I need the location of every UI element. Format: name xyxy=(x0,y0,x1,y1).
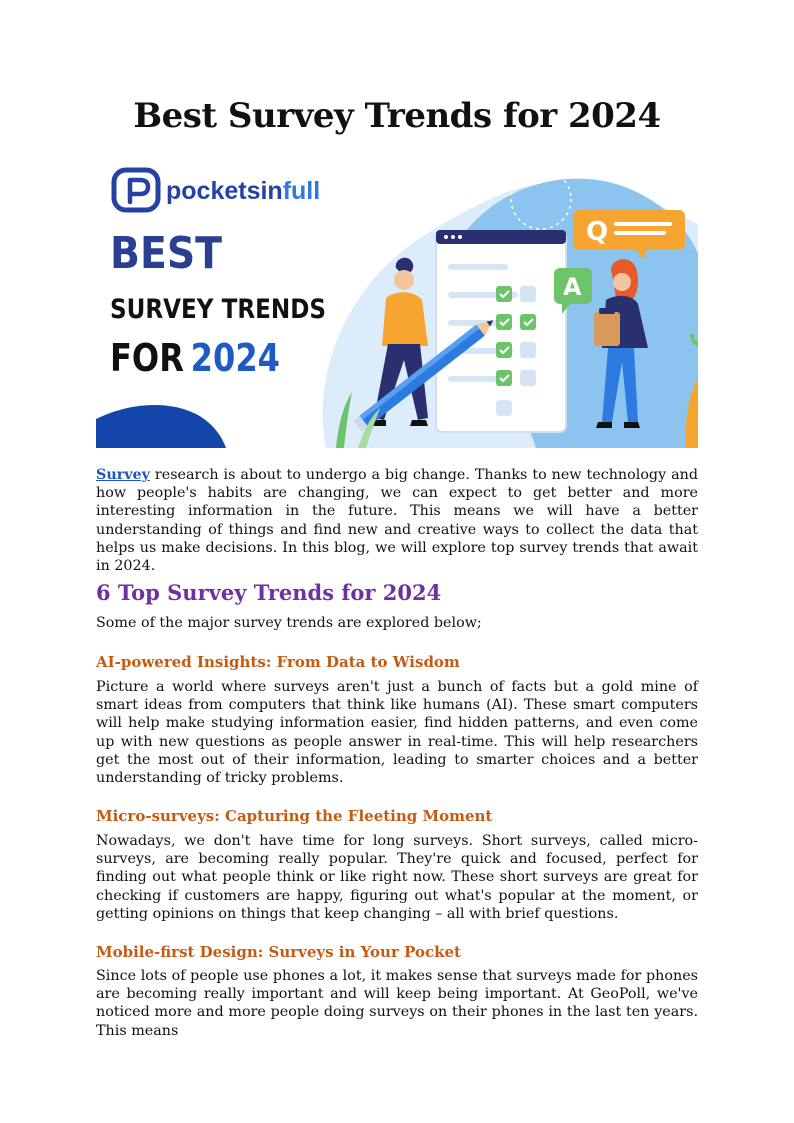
svg-text:A: A xyxy=(563,273,582,301)
trend-heading-micro-surveys: Micro-surveys: Capturing the Fleeting Moment xyxy=(96,807,493,825)
page-title: Best Survey Trends for 2024 xyxy=(133,96,661,136)
survey-checklist-illustration xyxy=(436,230,566,432)
brand-text: pocketsinfull xyxy=(166,177,321,205)
headline-for-2024: FOR2024 xyxy=(110,336,297,380)
survey-link[interactable]: Survey xyxy=(96,467,150,483)
trend-heading-mobile-first: Mobile-first Design: Surveys in Your Pocket xyxy=(96,943,461,961)
svg-text:Q: Q xyxy=(586,217,609,247)
wave-shape xyxy=(96,405,226,448)
trend-heading-ai-insights: AI-powered Insights: From Data to Wisdom xyxy=(96,653,460,671)
section-heading: 6 Top Survey Trends for 2024 xyxy=(96,580,442,605)
trend-paragraph-mobile-first: Since lots of people use phones a lot, it makes sense that surveys made for phones are becoming really important and will keep being important. At GeoPoll, we've noticed more and more people doing surveys on their phones in the last ten years. This means xyxy=(96,968,698,1039)
hero-banner-image xyxy=(96,164,698,448)
section-lead: Some of the major survey trends are explored below; xyxy=(96,615,482,631)
headline-best: BEST xyxy=(110,228,222,279)
intro-paragraph: Survey research is about to undergo a big change. Thanks to new technology and how people's habits are changing, we can expect to get better and more interesting information in the future. This means we will have a better understanding of things and find new and creative ways to collect the data that helps us make decisions. In this blog, we will explore top survey trends that await in 2024. xyxy=(96,467,698,575)
pocketsinfull-logo xyxy=(114,170,320,210)
trend-paragraph-micro-surveys: Nowadays, we don't have time for long surveys. Short surveys, called micro-surveys, are becoming really popular. They're quick and focused, perfect for finding out what people think or like right now. These short surveys are great for checking if customers are happy, figuring out what's popular at the moment, or getting opinions on things that keep changing – all with brief questions. xyxy=(96,833,698,922)
trend-paragraph-ai-insights: Picture a world where surveys aren't just a bunch of facts but a gold mine of smart ideas from computers that think like humans (AI). These smart computers will help make studying information easier, find hidden patterns, and even come up with new questions as people answer in real-time. This will help researchers get the most out of their information, leading to smarter choices and a better understanding of tricky problems. xyxy=(96,679,698,787)
headline-survey-trends: SURVEY TRENDS xyxy=(110,294,326,325)
